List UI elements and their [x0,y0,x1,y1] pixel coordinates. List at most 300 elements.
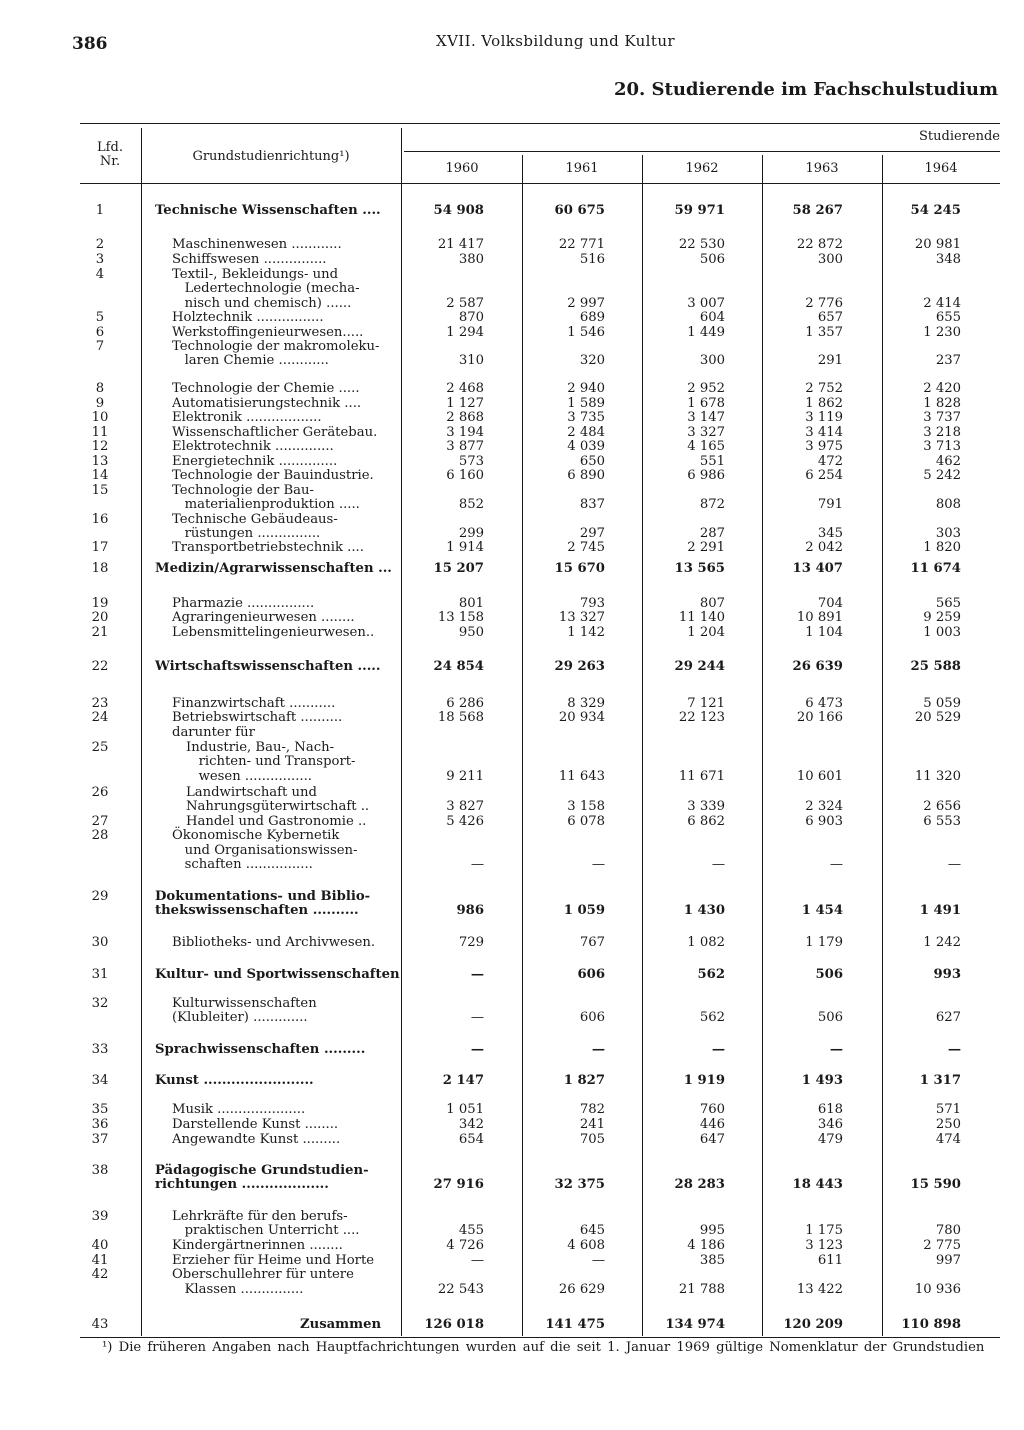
cell-value: 729 [458,935,484,950]
cell-value: 250 [935,1117,961,1132]
cell-value: 2 940 [567,381,605,396]
cell-value: 872 [699,497,725,513]
header-bottom-rule [80,183,1000,184]
cell-value: 2 775 [923,1238,961,1253]
cell-value: 24 854 [433,659,484,674]
header-year: 1964 [924,161,958,176]
cell-value: 1 491 [919,903,961,919]
cell-value: 5 426 [446,813,484,829]
row-number: 33 [91,1042,109,1057]
cell-value: 782 [579,1102,605,1117]
cell-value: 11 140 [678,610,725,626]
cell-value: 4 165 [687,439,725,455]
row-label [172,1118,338,1132]
cell-value: 657 [817,310,843,326]
cell-value: 9 211 [446,768,484,784]
cell-value: — [470,1042,484,1057]
cell-value: 15 590 [910,1177,961,1193]
cell-value: 1 003 [923,625,961,640]
cell-value: 807 [699,596,725,611]
cell-value: 6 890 [567,468,605,484]
row-label-line: Technologie der Bau- [172,482,314,498]
cell-value: 303 [935,525,961,541]
cell-value: 11 320 [914,768,961,784]
row-label-line: wesen ................ [186,768,312,784]
row-label [172,484,360,513]
row-label-line: Zusammen [300,1317,382,1332]
row-label-line: Finanzwirtschaft ........... [172,696,336,711]
cell-value: 986 [456,903,484,919]
row-label-line: Handel und Gastronomie .. [186,813,367,829]
row-number: 22 [91,659,109,674]
cell-value: 54 245 [910,203,961,218]
page-number: 386 [72,34,108,54]
row-label-line: und Organisationswissen- [172,842,358,858]
row-number: 10 [91,410,109,426]
row-label [172,1268,354,1297]
row-label-line: Musik ..................... [172,1102,306,1117]
cell-value: — [711,1042,725,1057]
header-direction: Grundstudienrichtung¹) [192,149,350,164]
row-number: 25 [91,740,109,755]
row-label-line: Landwirtschaft und [186,785,317,800]
cell-value: 1 242 [923,935,961,950]
cell-value: 110 898 [901,1317,961,1332]
cell-value: 11 643 [558,768,605,784]
row-label [172,382,360,396]
row-label [172,238,342,252]
cell-value: 3 123 [805,1238,843,1253]
row-number: 36 [91,1117,109,1132]
cell-value: 1 820 [923,540,961,556]
row-label-line: Holztechnik ................ [172,310,324,326]
cell-value: 571 [935,1102,961,1117]
row-label [172,311,324,325]
cell-value: 655 [935,310,961,326]
row-label-line: Nahrungsgüterwirtschaft .. [186,799,370,815]
cell-value: 1 546 [567,324,605,340]
row-number: 5 [95,310,105,326]
cell-value: — [829,856,843,872]
row-number: 32 [91,996,109,1011]
row-number: 12 [91,439,109,455]
cell-value: 472 [817,454,843,469]
cell-value: 1 919 [683,1073,725,1088]
running-head: XVII. Volksbildung und Kultur [436,32,675,50]
cell-value: — [470,967,484,982]
cell-value: 1 204 [687,625,725,640]
cell-value: — [470,1010,484,1026]
cell-value: — [470,1253,484,1268]
row-label [186,741,356,784]
cell-value: 1 357 [805,324,843,340]
cell-value: 6 903 [805,813,843,829]
cell-value: 11 674 [910,561,961,576]
cell-value: 474 [935,1132,961,1147]
cell-value: — [711,856,725,872]
cell-value: 1 589 [567,396,605,411]
col-divider-nr [141,128,142,1336]
col-divider-1961 [522,155,523,1336]
row-number: 31 [91,967,109,982]
row-label-line: (Klubleiter) ............. [172,1010,308,1026]
cell-value: 1 127 [446,396,484,411]
row-label-line: Agraringenieurwesen ........ [172,610,355,626]
row-label [172,440,334,454]
row-number: 21 [91,625,109,640]
row-label-line: Automatisierungstechnik .... [172,396,362,411]
cell-value: 348 [935,252,961,267]
cell-value: 627 [935,1010,961,1026]
row-label [186,786,369,815]
cell-value: 647 [699,1132,725,1147]
cell-value: 26 629 [558,1281,605,1297]
cell-value: 1 082 [687,935,725,950]
row-label-line: Erzieher für Heime und Horte [172,1253,375,1268]
row-number: 3 [95,252,105,267]
cell-value: — [591,1253,605,1268]
row-label [155,968,400,982]
cell-value: 13 158 [437,610,484,626]
cell-value: 320 [579,353,605,369]
cell-value: 6 078 [567,813,605,829]
cell-value: — [829,1042,843,1057]
cell-value: 59 971 [674,203,725,218]
row-label-line: darunter für [172,725,255,740]
row-label [172,455,337,469]
cell-value: 20 934 [558,710,605,726]
cell-value: 1 454 [801,903,843,919]
row-label-line: materialienproduktion ..... [172,497,360,513]
row-label [155,1074,314,1088]
cell-value: 6 986 [687,468,725,484]
cell-value: 4 608 [567,1238,605,1253]
row-number: 41 [91,1253,109,1268]
cell-value: 1 317 [919,1073,961,1088]
cell-value: 15 670 [554,561,605,576]
cell-value: 565 [935,596,961,611]
row-label [172,1133,340,1147]
row-number: 34 [91,1073,109,1088]
cell-value: 126 018 [424,1317,484,1332]
cell-value: 562 [699,1010,725,1026]
row-number: 8 [95,381,105,396]
cell-value: 2 752 [805,381,843,396]
row-label [172,711,342,725]
cell-value: 3 877 [446,439,484,455]
cell-value: 1 449 [687,324,725,340]
cell-value: 22 123 [678,710,725,726]
row-label [155,1043,365,1057]
cell-value: 611 [817,1253,843,1268]
row-number: 4 [95,267,105,282]
cell-value: 2 291 [687,540,725,556]
row-label [172,397,361,411]
row-number: 7 [95,339,105,354]
row-label-line: Ökonomische Kybernetik [172,828,340,844]
cell-value: 342 [458,1117,484,1132]
cell-value: 300 [817,252,843,267]
cell-value: 15 207 [433,561,484,576]
row-number: 37 [91,1132,109,1147]
cell-value: 10 891 [796,610,843,626]
cell-value: 300 [699,353,725,369]
table-title: 20. Studierende im Fachschulstudium [613,79,998,100]
row-label-line: Pädagogische Grundstudien- [155,1163,369,1178]
cell-value: 479 [817,1132,843,1147]
cell-value: 345 [817,525,843,541]
cell-value: 1 862 [805,396,843,411]
cell-value: 13 407 [792,561,843,576]
row-label-line: Schiffswesen ............... [172,252,327,267]
cell-value: 455 [458,1223,484,1239]
cell-value: 13 327 [558,610,605,626]
row-label-line: thekswissenschaften .......... [155,903,359,919]
row-number: 2 [95,237,105,252]
row-label [172,726,255,740]
row-label-line: Klassen ............... [172,1281,304,1297]
row-label [172,829,357,872]
footnote: ¹) Die früheren Angaben nach Hauptfachrichtungen wurden auf die seit 1. Januar 1969 gültige Nomenklatur der Grundstudien [102,1340,985,1355]
cell-value: 6 473 [805,696,843,711]
row-label-line: Kultur- und Sportwissenschaften [155,967,400,982]
cell-value: 3 119 [805,410,843,426]
row-number: 9 [95,396,105,411]
cell-value: 291 [817,353,843,369]
cell-value: 3 327 [687,424,725,440]
cell-value: 7 121 [687,696,725,711]
row-label-line: Oberschullehrer für untere [172,1267,354,1283]
cell-value: 2 042 [805,540,843,556]
cell-value: 2 587 [446,295,484,311]
cell-value: 6 286 [446,696,484,711]
cell-value: 1 430 [683,903,725,919]
row-label-line: Darstellende Kunst ........ [172,1117,339,1132]
row-label-line: Medizin/Agrarwissenschaften ... [155,561,392,576]
row-label-line: nisch und chemisch) ...... [172,295,352,311]
row-label [172,411,322,425]
row-label [172,1254,374,1268]
cell-value: — [470,856,484,872]
cell-value: — [947,856,961,872]
row-label [172,936,375,950]
row-label-line: Betriebswirtschaft .......... [172,710,343,726]
row-label-line: Technologie der Chemie ..... [172,381,360,396]
cell-value: 1 914 [446,540,484,556]
cell-value: 2 745 [567,540,605,556]
col-divider-direction [401,128,402,1336]
cell-value: 32 375 [554,1177,605,1193]
cell-value: 793 [579,596,605,611]
cell-value: — [591,1042,605,1057]
row-label [172,326,363,340]
cell-value: 1 828 [923,396,961,411]
cell-value: 5 059 [923,696,961,711]
row-number: 26 [91,785,109,800]
cell-value: 3 713 [923,439,961,455]
row-label [172,611,355,625]
row-label-line: Werkstoffingenieurwesen..... [172,324,364,340]
cell-value: 606 [577,967,605,982]
cell-value: 2 484 [567,424,605,440]
cell-value: 3 339 [687,799,725,815]
cell-value: 22 771 [558,237,605,252]
cell-value: 22 872 [796,237,843,252]
cell-value: 506 [817,1010,843,1026]
row-label [172,469,374,483]
row-label-line: Kulturwissenschaften [172,996,317,1011]
cell-value: 380 [458,252,484,267]
cell-value: 1 179 [805,935,843,950]
row-number: 11 [91,424,109,440]
row-label-line: praktischen Unterricht .... [172,1223,360,1239]
cell-value: 29 263 [554,659,605,674]
cell-value: 645 [579,1223,605,1239]
cell-value: 9 259 [923,610,961,626]
cell-value: 11 671 [678,768,725,784]
row-label-line: Wissenschaftlicher Gerätebau. [172,424,378,440]
row-label [155,204,381,218]
cell-value: 297 [579,525,605,541]
cell-value: 1 493 [801,1073,843,1088]
row-label-line: Lehrkräfte für den berufs- [172,1209,348,1224]
cell-value: 1 678 [687,396,725,411]
row-label [172,268,360,311]
cell-value: 6 254 [805,468,843,484]
cell-value: 385 [699,1253,725,1268]
row-label [172,697,335,711]
cell-value: 3 737 [923,410,961,426]
cell-value: 1 294 [446,324,484,340]
row-number: 19 [91,596,109,611]
row-label-line: Textil-, Bekleidungs- und [172,267,339,282]
cell-value: 2 656 [923,799,961,815]
row-number: 30 [91,935,109,950]
cell-value: 780 [935,1223,961,1239]
header-year: 1963 [805,161,839,176]
cell-value: 2 324 [805,799,843,815]
row-label-line: richten- und Transport- [186,754,356,770]
cell-value: 22 543 [437,1281,484,1297]
cell-value: 21 788 [678,1281,725,1297]
cell-value: 310 [458,353,484,369]
header-group: Studierende [919,129,1000,144]
cell-value: 287 [699,525,725,541]
cell-value: 689 [579,310,605,326]
row-label-line: Wirtschaftswissenschaften ..... [155,659,381,674]
row-number: 27 [91,813,109,829]
row-label [300,1318,381,1332]
cell-value: 506 [815,967,843,982]
cell-value: — [947,1042,961,1057]
cell-value: 54 908 [433,203,484,218]
cell-value: 1 104 [805,625,843,640]
cell-value: 21 417 [437,237,484,252]
cell-value: 10 601 [796,768,843,784]
row-number: 23 [91,696,109,711]
cell-value: 13 422 [796,1281,843,1297]
cell-value: 650 [579,454,605,469]
cell-value: 3 975 [805,439,843,455]
row-label [155,1164,369,1193]
cell-value: 20 981 [914,237,961,252]
cell-value: 837 [579,497,605,513]
cell-value: 18 568 [437,710,484,726]
cell-value: 604 [699,310,725,326]
cell-value: 22 530 [678,237,725,252]
cell-value: 25 588 [910,659,961,674]
row-label-line: rüstungen ............... [172,526,321,541]
cell-value: 2 997 [567,295,605,311]
row-label-line: Sprachwissenschaften ......... [155,1042,366,1057]
cell-value: 3 007 [687,295,725,311]
row-number: 18 [91,561,109,576]
cell-value: 551 [699,454,725,469]
row-label-line: Transportbetriebstechnik .... [172,540,364,556]
cell-value: 20 166 [796,710,843,726]
cell-value: 3 147 [687,410,725,426]
row-label [155,890,370,919]
row-number: 13 [91,454,109,469]
row-label-line: laren Chemie ............ [172,353,329,369]
row-number: 6 [95,324,105,340]
cell-value: 462 [935,454,961,469]
cell-value: 237 [935,353,961,369]
row-number: 1 [95,203,105,218]
cell-value: 3 158 [567,799,605,815]
row-label [172,1210,360,1239]
cell-value: 3 194 [446,424,484,440]
row-label-line: Energietechnik .............. [172,454,338,469]
cell-value: 3 735 [567,410,605,426]
cell-value: 20 529 [914,710,961,726]
row-label-line: Dokumentations- und Biblio- [155,889,371,904]
cell-value: 6 160 [446,468,484,484]
header-year: 1960 [445,161,479,176]
cell-value: 10 936 [914,1281,961,1297]
cell-value: 562 [697,967,725,982]
row-number: 39 [91,1209,109,1224]
cell-value: 791 [817,497,843,513]
cell-value: 134 974 [665,1317,725,1332]
row-number: 15 [91,482,109,498]
row-label-line: Kindergärtnerinnen ........ [172,1238,343,1253]
row-label-line: richtungen ................... [155,1177,329,1193]
row-label-line: Bibliotheks- und Archivwesen. [172,935,376,950]
cell-value: 1 051 [446,1102,484,1117]
row-number: 20 [91,610,109,626]
row-number: 28 [91,828,109,844]
cell-value: 241 [579,1117,605,1132]
cell-value: 993 [933,967,961,982]
cell-value: 606 [579,1010,605,1026]
header-nr-line1: Lfd. [97,140,123,155]
cell-value: 3 414 [805,424,843,440]
row-label-line: Ledertechnologie (mecha- [172,281,360,297]
cell-value: 2 420 [923,381,961,396]
row-label [172,997,317,1026]
row-label-line: Maschinenwesen ............ [172,237,342,252]
table-top-rule [80,123,1000,124]
row-number: 38 [91,1163,109,1178]
header-nr [80,141,140,169]
row-label [155,562,392,576]
header-nr-line2: Nr. [99,154,121,169]
row-label-line: Lebensmittelingenieurwesen.. [172,625,375,640]
cell-value: 2 147 [442,1073,484,1088]
row-number: 24 [91,710,109,726]
row-label-line: Pharmazie ................ [172,596,315,611]
